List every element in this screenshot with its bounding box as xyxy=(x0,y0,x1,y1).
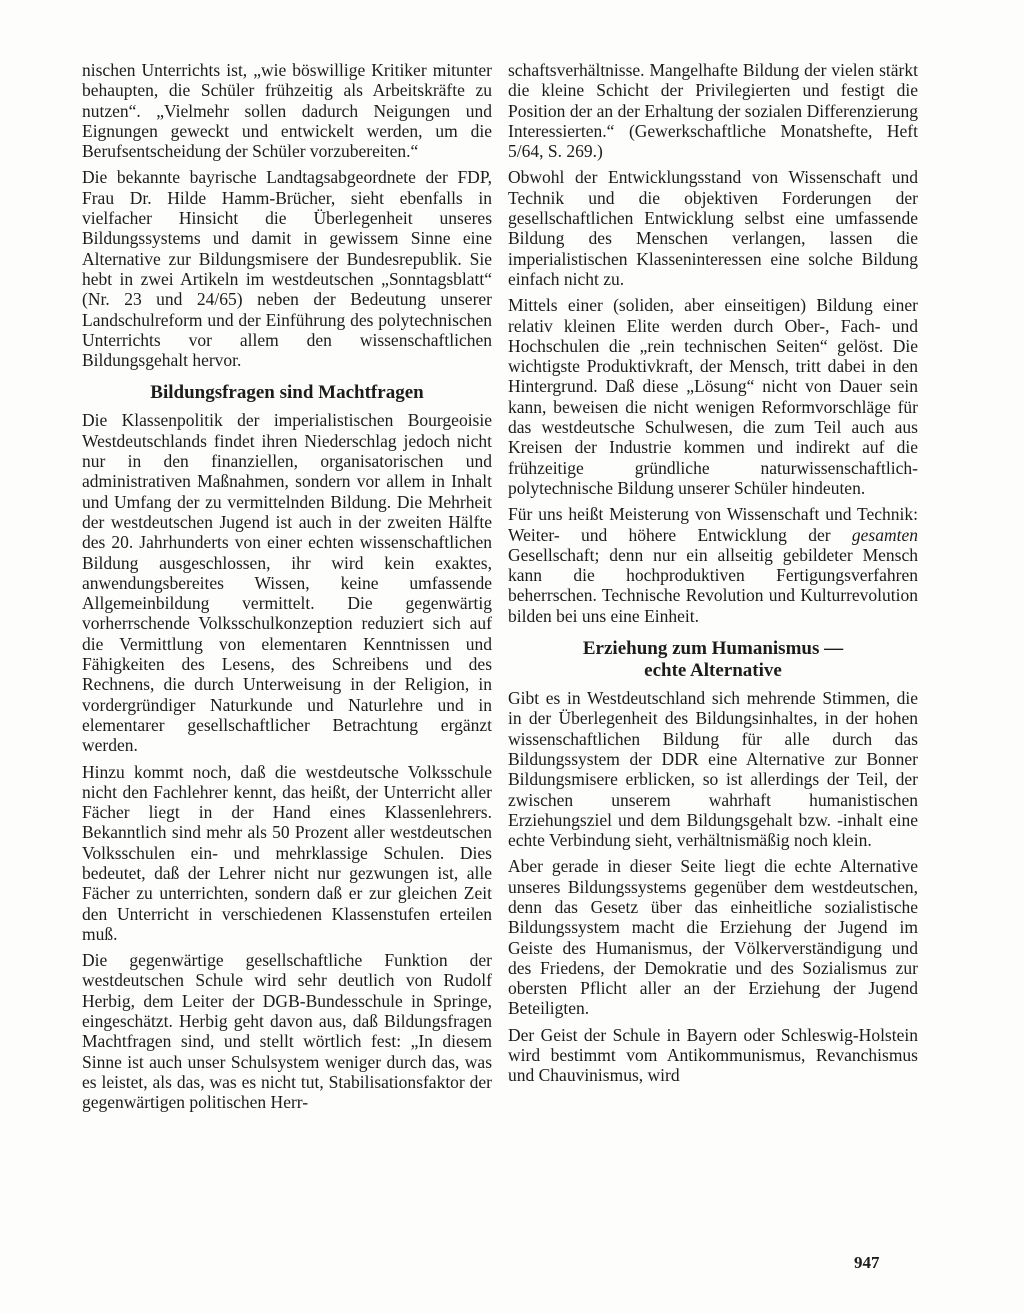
paragraph: schaftsverhältnisse. Mangelhafte Bildung der vielen stärkt die kleine Schicht der Privilegierten und festigt die Position der an der Erhaltung der sozialen Differenzierung Interessierten.“ (Gewerkschaftliche Monatshefte, Heft 5/64, S. 269.) xyxy=(508,60,918,162)
paragraph: Der Geist der Schule in Bayern oder Schleswig-Holstein wird bestimmt vom Antikommunismus, Revanchismus und Chauvinismus, wird xyxy=(508,1024,918,1086)
heading-line: echte Alternative xyxy=(644,660,782,682)
emphasis: gesamten xyxy=(851,524,918,545)
paragraph: Gibt es in Westdeutschland sich mehrende Stimmen, die in der Überlegenheit des Bildungsinhaltes, in der hohen wissenschaftlichen Bildung für alle durch das Bildungssystem der DDR eine Alternative zur Bonner Bildungsmisere erblicken, so ist allerdings der Teil, der zwischen unserem wahrhaft humanistischen Erziehungsziel und dem Bildungsgehalt bzw. -inhalt eine echte Verbindung sieht, verhältnismäßig noch klein. xyxy=(508,688,918,851)
paragraph: Obwohl der Entwicklungsstand von Wissenschaft und Technik und die objektiven Forderungen der gesellschaftlichen Entwicklung selbst eine umfassende Bildung des Menschen verlangen, lassen die imperialistischen Klasseninteressen eine solche Bildung einfach nicht zu. xyxy=(508,167,918,289)
section-heading: Bildungsfragen sind Machtfragen xyxy=(150,382,424,404)
paragraph: Aber gerade in dieser Seite liegt die echte Alternative unseres Bildungssystems gegenüber dem westdeutschen, denn das Gesetz über das einheitliche sozialistische Bildungssystem macht die Erziehung der Jugend im Geiste des Humanismus, der Völkerverständigung und des Friedens, der Demokratie und des Sozialismus zur obersten Pflicht aller an der Erziehung der Jugend Beteiligten. xyxy=(508,856,918,1019)
section-heading xyxy=(508,638,918,682)
page-number: 947 xyxy=(854,1253,880,1272)
paragraph: Mittels einer (soliden, aber einseitigen) Bildung einer relativ kleinen Elite werden durch Ober-, Fach- und Hochschulen die „rein technischen Seiten“ gelöst. Die wichtigste Produktivkraft, der Mensch, tritt dabei in den Hintergrund. Daß diese „Lösung“ nicht von Dauer sein kann, beweisen die nicht wenigen Reformvorschläge für das westdeutsche Schulwesen, die zum Teil auch aus Kreisen der Industrie kommen und indirekt auf die frühzeitige gründliche naturwissenschaftlich-polytechnische Bildung unserer Schüler hindeuten. xyxy=(508,295,918,498)
paragraph xyxy=(508,504,918,626)
paragraph: nischen Unterrichts ist, „wie böswillige Kritiker mitunter behaupten, die Schüler frühzeitig als Arbeitskräfte zu nutzen“. „Vielmehr sollen dadurch Neigungen und Eignungen geweckt und entwickelt werden, um die Berufsentscheidung der Schüler vorzubereiten.“ xyxy=(82,60,492,162)
text-run: Für uns heißt Meisterung von Wissenschaft und Technik: Weiter- und höhere Entwicklung der xyxy=(508,504,918,545)
right-column xyxy=(508,60,918,1092)
left-column xyxy=(82,60,492,1119)
paragraph: Die Klassenpolitik der imperialistischen Bourgeoisie Westdeutschlands findet ihren Niederschlag jedoch nicht nur in den finanziellen, organisatorischen und administrativen Maßnahmen, sondern vor allem in Inhalt und Umfang der zu vermittelnden Bildung. Die Mehrheit der westdeutschen Jugend ist auch in der zweiten Hälfte des 20. Jahrhunderts von einer echten wissenschaftlichen Bildung ausgeschlossen, ihr wird kein exaktes, anwendungsbereites Wissen, keine umfassende Allgemeinbildung vermittelt. Die gegenwärtig vorherrschende Volksschulkonzeption reduziert sich auf die Vermittlung von elementaren Kenntnissen und Fähigkeiten des Lesens, des Schreibens und des Rechnens, die durch Unterweisung in der Religion, in vordergründiger Naturkunde und Naturlehre und in elementarer gesellschaftlicher Betrachtung ergänzt werden. xyxy=(82,410,492,756)
paragraph: Die gegenwärtige gesellschaftliche Funktion der westdeutschen Schule wird sehr deutlich von Rudolf Herbig, dem Leiter der DGB-Bundesschule in Springe, eingeschätzt. Herbig geht davon aus, daß Bildungsfragen Machtfragen sind, und stellt wörtlich fest: „In diesem Sinne ist auch unser Schulsystem weniger durch das, was es leistet, als das, was es nicht tut, Stabilisationsfaktor der gegenwärtigen politischen Herr- xyxy=(82,950,492,1113)
text-run: Gesellschaft; denn nur ein allseitig gebildeter Mensch kann die hochproduktiven Fertigungsverfahren beherrschen. Technische Revolution und Kulturrevolution bilden bei uns eine Einheit. xyxy=(508,544,918,626)
heading-line: Erziehung zum Humanismus — xyxy=(582,638,844,660)
paragraph: Die bekannte bayrische Landtagsabgeordnete der FDP, Frau Dr. Hilde Hamm-Brücher, sieht ebenfalls in vielfacher Hinsicht die Überlegenheit unseres Bildungssystems und damit in gewissem Sinne eine Alternative zur Bildungsmisere der Bundesrepublik. Sie hebt in zwei Artikeln im westdeutschen „Sonntagsblatt“ (Nr. 23 und 24/65) neben der Bedeutung unserer Landschulreform und der Einführung des polytechnischen Unterrichts vor allem den wissenschaftlichen Bildungsgehalt hervor. xyxy=(82,167,492,371)
paragraph: Hinzu kommt noch, daß die westdeutsche Volksschule nicht den Fachlehrer kennt, das heißt, der Unterricht aller Fächer liegt in der Hand eines Klassenlehrers. Bekanntlich sind mehr als 50 Prozent aller westdeutschen Volksschulen ein- und mehrklassige Schulen. Dies bedeutet, daß der Lehrer nicht nur gezwungen ist, alle Fächer zu unterrichten, sondern daß er zur gleichen Zeit den Unterricht in verschiedenen Klassenstufen erteilen muß. xyxy=(82,761,492,944)
